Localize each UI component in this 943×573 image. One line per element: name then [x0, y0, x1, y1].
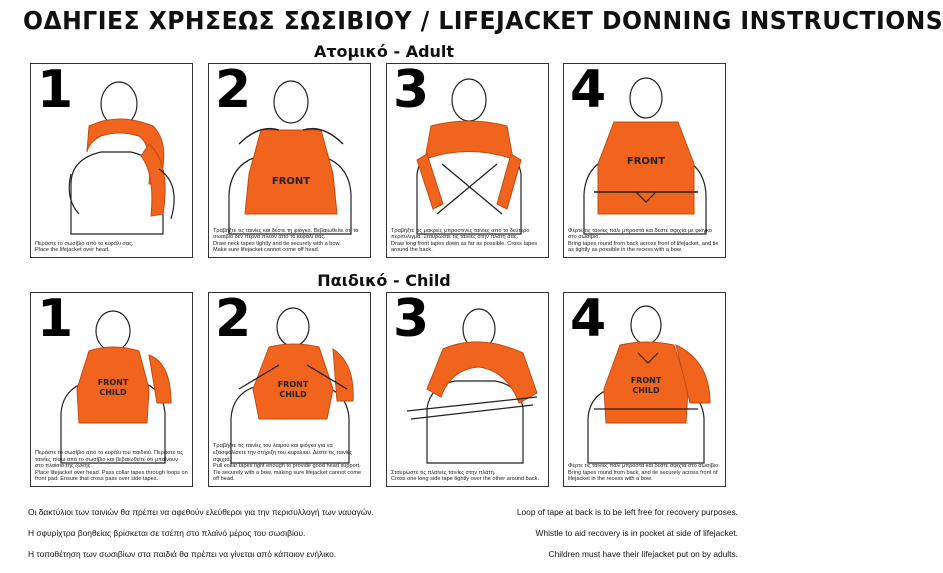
front-label: FRONT	[271, 176, 311, 187]
front-child-label	[278, 380, 309, 399]
adult-step-4-illustration	[564, 60, 727, 234]
front-child-text-line2: CHILD	[279, 390, 307, 399]
step-number: 1	[37, 60, 74, 120]
footer-note-english: Whistle to aid recovery is in pocket at side of lifejacket.	[535, 528, 738, 538]
front-child-text-line2: CHILD	[99, 388, 127, 397]
step-caption: Φέρτε τις ταινίες πάλι μπροστά και δέστε σφιχτά με φιόγκο στο σωσίβιο. Bring tapes round from back across front of lifejacket, and tie as tightly as possible in the recess with a bow.	[568, 227, 719, 254]
child-step-4-panel	[563, 289, 726, 487]
footer-note-english: Children must have their lifejacket put on by adults.	[548, 549, 738, 559]
adult-step-1-illustration	[31, 60, 194, 234]
step-number: 4	[570, 60, 607, 120]
step-number: 1	[37, 289, 74, 349]
front-child-text: FRONT	[630, 376, 662, 385]
child-step-3-illustration	[387, 289, 550, 463]
front-child-label	[98, 378, 129, 397]
adult-step-3-illustration	[387, 60, 550, 234]
adult-step-1-panel	[30, 60, 193, 258]
step-caption: Τραβήξτε τις ταινίες και δέστε τη φιόγκο. Βεβαιωθείτε ότι το σωσίβιο δεν περνά πλέον από το κεφάλι σας. Draw neck tapes tightly and tie securely with a bow. Make sure lifejacket cannot come off head.	[213, 227, 359, 254]
child-step-1-illustration	[31, 289, 194, 463]
child-step-4-illustration	[564, 289, 727, 463]
page-title: ΟΔΗΓΙΕΣ ΧΡΗΣΕΩΣ ΣΩΣΙΒΙΟΥ / LIFEJACKET DONNING INSTRUCTIONS	[23, 6, 943, 35]
step-number: 4	[570, 289, 607, 349]
front-child-text: FRONT	[277, 380, 309, 389]
front-child-text-line2: CHILD	[632, 386, 660, 395]
step-number: 2	[215, 289, 252, 349]
front-child-text: FRONT	[97, 378, 129, 387]
step-caption: Τραβήξτε τις ταινίες του λαιμού και φιόγκο για να εξασφαλίσετε την στήριξη του κεφαλιού. Δέστε τις ταινίες σφιχτά. Pull collar tapes tight enough to provide good head support. Tie securely with a bow, making sure lifejacket cannot come off head.	[213, 443, 362, 483]
step-number: 2	[215, 60, 252, 120]
front-child-label	[631, 376, 662, 395]
child-step-2-panel	[208, 289, 371, 487]
child-step-3-panel	[386, 289, 549, 487]
footer-note-greek: Οι δακτύλιοι των ταινιών θα πρέπει να αφεθούν ελεύθεροι για την περισυλλογή των ναυαγών.	[28, 507, 374, 517]
adult-step-4-panel	[563, 60, 726, 258]
step-caption: Φέρτε τις ταινίες πάλι μπροστά και δέστε σφιχτά στο σωσίβιο. Bring tapes round from back, and tie securely across front of lifejacket in the recess with a bow.	[568, 463, 720, 483]
child-step-2-illustration	[209, 289, 372, 463]
section-heading-child: Παιδικό - Child	[317, 271, 451, 290]
adult-step-3-panel	[386, 60, 549, 258]
step-number: 3	[393, 60, 430, 120]
front-label: FRONT	[626, 156, 666, 167]
step-caption: Σταυρώστε τις πλαϊνές ταινίες στην πλάτη. Cross one long side tape tightly over the other around back.	[391, 469, 540, 483]
adult-step-2-panel	[208, 60, 371, 258]
step-caption: Τραβήξτε τις μακριές μπροστινές ταινίες από το δεύτερο περιτύλιγμα. Σταυρώστε τις ταινίες στην πλάτη σας. Draw long front tapes down as far as possible. Cross tapes around the back.	[391, 227, 538, 254]
step-caption: Περάστε το σωσίβιο από το κεφάλι σας. Place the lifejacket over head.	[35, 240, 134, 254]
step-number: 3	[393, 289, 430, 349]
footer-note-english: Loop of tape at back is to be left free for recovery purposes.	[516, 507, 738, 517]
footer-note-greek: Η τοποθέτηση των σωσιβίων στα παιδιά θα πρέπει να γίνεται από κάποιον ενήλικο.	[28, 549, 337, 559]
step-caption: Περάστε το σωσίβιο από το κεφάλι του παιδιού. Περάστε τις ταινίες πίσω από το σωσίβιο και βεβαιωθείτε ότι μπαίνουν στο πλαίσιο της ζώνης. Place lifejacket over head. Pass collar tapes through loops on front pad. Ensure that cross pass over side tapes.	[35, 450, 188, 483]
section-heading-adult: Ατομικό - Adult	[313, 42, 455, 61]
footer-note-greek: Η σφυρίχτρα βοηθείας βρίσκεται σε τσέπη στο πλαϊνό μέρος του σωσιβίου.	[28, 528, 306, 538]
child-step-1-panel	[30, 289, 193, 487]
adult-step-2-illustration	[209, 60, 372, 234]
